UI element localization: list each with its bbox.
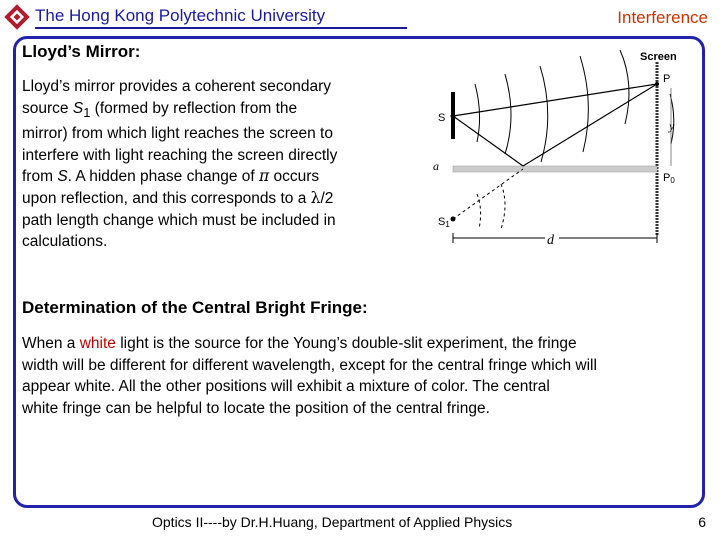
y-label: y bbox=[669, 119, 675, 133]
lloyd-line-3: mirror) from which light reaches the screen to bbox=[22, 125, 333, 143]
central-line-1b: light is the source for the Young’s double-slit experiment, the fringe bbox=[115, 335, 577, 352]
white-highlight: white bbox=[79, 335, 116, 352]
s-label: S bbox=[438, 112, 446, 124]
s-var: S bbox=[57, 168, 68, 186]
lloyds-mirror-diagram bbox=[425, 44, 695, 249]
lloyd-title: Lloyd’s Mirror: bbox=[22, 42, 141, 61]
central-line-3: appear white. All the other positions will exhibit a mixture of color. The central bbox=[22, 378, 550, 396]
s1-label: S1 bbox=[438, 216, 450, 229]
reflected-ray bbox=[523, 84, 657, 166]
lloyd-line-5a: from bbox=[22, 168, 58, 186]
lloyd-line-4: interfere with light reaching the screen directly bbox=[22, 146, 338, 164]
lloyd-paragraph bbox=[22, 76, 385, 253]
lloyd-line-2 bbox=[22, 98, 385, 124]
a-label: a bbox=[433, 159, 439, 173]
source-point-s1 bbox=[451, 217, 456, 222]
lloyd-line-6 bbox=[22, 188, 385, 210]
point-p bbox=[655, 82, 659, 86]
d-label: d bbox=[547, 233, 554, 248]
lloyd-line-7: path length change which must be included in bbox=[22, 211, 336, 229]
lambda-symbol: λ bbox=[310, 189, 321, 208]
direct-ray bbox=[453, 84, 657, 116]
s1-var: S bbox=[72, 99, 84, 117]
central-line-4: white fringe can be helpful to locate the position of the central fringe. bbox=[22, 399, 490, 417]
header-underline bbox=[35, 27, 407, 29]
central-fringe-paragraph bbox=[22, 333, 686, 419]
topic-title: Interference bbox=[617, 8, 708, 27]
virtual-wavefront-1 bbox=[477, 194, 481, 229]
wavefront-3 bbox=[540, 66, 548, 162]
p0-label: P0 bbox=[663, 172, 675, 185]
virtual-wavefront-2 bbox=[501, 184, 505, 229]
mirror bbox=[453, 166, 657, 172]
s1-sub: 1 bbox=[83, 104, 91, 120]
lloyd-line-6b: /2 bbox=[320, 190, 334, 208]
screen-label: Screen bbox=[640, 51, 677, 63]
central-fringe-title: Determination of the Central Bright Fringe: bbox=[22, 298, 368, 317]
lloyd-line-5 bbox=[22, 166, 385, 188]
pi-symbol: π bbox=[258, 167, 270, 186]
polyu-logo-icon bbox=[2, 2, 32, 32]
incident-ray bbox=[453, 116, 523, 166]
lloyd-line-8: calculations. bbox=[22, 233, 108, 251]
wavefront-2 bbox=[505, 74, 511, 154]
lloyd-line-5c: occurs bbox=[269, 168, 320, 186]
p-label: P bbox=[663, 73, 671, 85]
lloyd-line-5b: . A hidden phase change of bbox=[67, 168, 259, 186]
footer-text: Optics II----by Dr.H.Huang, Department of Applied Physics bbox=[152, 514, 513, 530]
wavefront-4 bbox=[580, 56, 588, 152]
page-number: 6 bbox=[698, 514, 706, 530]
central-line-2: width will be different for different wavelength, except for the central fringe which will bbox=[22, 356, 597, 374]
central-line-1 bbox=[22, 333, 686, 355]
lloyd-line-6a: upon reflection, and this corresponds to a bbox=[22, 190, 311, 208]
lloyd-line-2b: (formed by reflection from the bbox=[90, 99, 298, 117]
lloyd-line-1: Lloyd’s mirror provides a coherent secondary bbox=[22, 78, 332, 95]
central-line-1a: When a bbox=[22, 335, 80, 352]
virtual-ray bbox=[453, 169, 523, 219]
lloyd-line-2a: source bbox=[22, 99, 73, 117]
source-point-s bbox=[451, 114, 456, 119]
university-title: The Hong Kong Polytechnic University bbox=[35, 6, 326, 25]
wavefront-5 bbox=[620, 50, 629, 124]
